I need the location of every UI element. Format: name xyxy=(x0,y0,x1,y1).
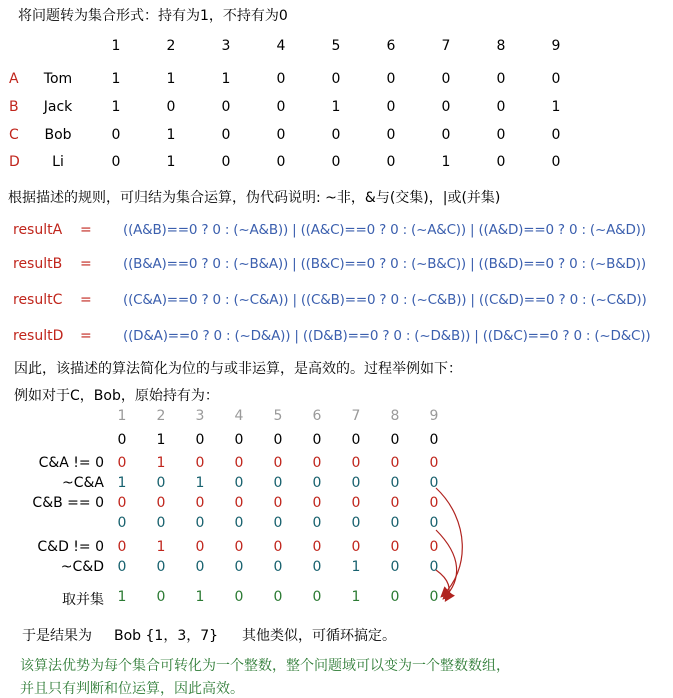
table-cell: 0 xyxy=(441,71,451,87)
example-cell: 0 xyxy=(390,432,400,448)
example-cell: 0 xyxy=(234,515,244,531)
result-equals: = xyxy=(80,292,92,308)
table-cell: 1 xyxy=(551,99,561,115)
conclusion-result: Bob {1，3，7} xyxy=(114,628,219,644)
result-expression: ((D&A)==0 ? 0 : (~D&A)) | ((D&B)==0 ? 0 : (~D&B)) | ((D&C)==0 ? 0 : (~D&C)) xyxy=(123,328,651,344)
table-cell: 0 xyxy=(221,99,231,115)
table-cell: 1 xyxy=(111,99,121,115)
example-cell: 1 xyxy=(156,455,166,471)
example-cell: 0 xyxy=(312,475,322,491)
table-cell: 1 xyxy=(166,71,176,87)
example-cell: 0 xyxy=(351,455,361,471)
result-label: resultC xyxy=(13,292,63,308)
example-cell: 0 xyxy=(390,515,400,531)
example-cell: 0 xyxy=(351,475,361,491)
table-cell: 0 xyxy=(551,127,561,143)
example-cell: 0 xyxy=(156,495,166,511)
example-cell: 0 xyxy=(234,559,244,575)
table-cell: 0 xyxy=(496,127,506,143)
rules-text: 根据描述的规则，可归结为集合运算，伪代码说明: ~非，&与(交集)，|或(并集) xyxy=(8,190,501,206)
example-column-header: 5 xyxy=(273,408,283,424)
example-cell: 1 xyxy=(117,589,127,605)
example-cell: 1 xyxy=(351,559,361,575)
table-cell: 0 xyxy=(496,99,506,115)
table-cell: 0 xyxy=(386,71,396,87)
table-cell: 0 xyxy=(386,127,396,143)
example-cell: 0 xyxy=(195,432,205,448)
table-cell: 0 xyxy=(441,127,451,143)
example-cell: 0 xyxy=(312,495,322,511)
row-letter: D xyxy=(9,154,20,170)
advantage-line-2: 并且只有判断和位运算，因此高效。 xyxy=(20,681,244,697)
example-cell: 0 xyxy=(195,539,205,555)
example-cell: 0 xyxy=(234,432,244,448)
example-cell: 0 xyxy=(351,515,361,531)
example-cell: 0 xyxy=(390,475,400,491)
example-column-header: 7 xyxy=(351,408,361,424)
example-column-header: 3 xyxy=(195,408,205,424)
column-header-cell: 4 xyxy=(276,38,286,54)
example-cell: 0 xyxy=(195,559,205,575)
table-cell: 0 xyxy=(111,154,121,170)
example-cell: 1 xyxy=(195,589,205,605)
example-column-header: 2 xyxy=(156,408,166,424)
table-cell: 1 xyxy=(111,71,121,87)
table-cell: 0 xyxy=(441,99,451,115)
example-cell: 0 xyxy=(312,559,322,575)
column-header-cell: 7 xyxy=(441,38,451,54)
example-cell: 0 xyxy=(429,515,439,531)
example-cell: 0 xyxy=(117,539,127,555)
table-cell: 0 xyxy=(276,71,286,87)
example-cell: 0 xyxy=(390,559,400,575)
example-cell: 1 xyxy=(156,432,166,448)
conclusion-prefix: 于是结果为 xyxy=(22,628,92,644)
example-cell: 0 xyxy=(156,559,166,575)
example-column-header: 6 xyxy=(312,408,322,424)
example-row-label: C&B == 0 xyxy=(32,495,104,511)
conclusion-line xyxy=(22,625,396,645)
example-cell: 0 xyxy=(117,559,127,575)
example-cell: 1 xyxy=(351,589,361,605)
example-cell: 0 xyxy=(273,539,283,555)
example-cell: 0 xyxy=(312,432,322,448)
row-letter: A xyxy=(9,71,19,87)
table-cell: 1 xyxy=(166,154,176,170)
example-column-header: 4 xyxy=(234,408,244,424)
row-name: Tom xyxy=(43,71,73,87)
example-cell: 0 xyxy=(234,589,244,605)
result-equals: = xyxy=(80,328,92,344)
result-label: resultB xyxy=(13,256,63,272)
conclusion-suffix: 其他类似，可循环搞定。 xyxy=(242,628,397,644)
table-cell: 0 xyxy=(551,71,561,87)
intro-text: 将问题转为集合形式：持有为1，不持有为0 xyxy=(18,8,288,24)
table-cell: 0 xyxy=(331,127,341,143)
example-cell: 0 xyxy=(273,432,283,448)
example-cell: 0 xyxy=(429,495,439,511)
example-cell: 0 xyxy=(390,455,400,471)
example-cell: 0 xyxy=(273,475,283,491)
table-cell: 0 xyxy=(276,99,286,115)
example-column-header: 9 xyxy=(429,408,439,424)
example-cell: 0 xyxy=(273,559,283,575)
row-letter: B xyxy=(9,99,19,115)
table-cell: 0 xyxy=(551,154,561,170)
example-cell: 1 xyxy=(156,539,166,555)
example-row-label: C&A != 0 xyxy=(38,455,104,471)
result-equals: = xyxy=(80,222,92,238)
table-cell: 0 xyxy=(331,154,341,170)
example-row-label: ~C&A xyxy=(62,475,104,491)
example-cell: 0 xyxy=(312,539,322,555)
example-cell: 0 xyxy=(351,495,361,511)
row-name: Bob xyxy=(44,127,72,143)
table-cell: 1 xyxy=(331,99,341,115)
example-cell: 0 xyxy=(429,455,439,471)
example-cell: 0 xyxy=(429,432,439,448)
example-cell: 0 xyxy=(195,495,205,511)
table-cell: 1 xyxy=(441,154,451,170)
column-header-cell: 9 xyxy=(551,38,561,54)
example-cell: 0 xyxy=(273,515,283,531)
example-cell: 0 xyxy=(351,432,361,448)
example-cell: 0 xyxy=(117,515,127,531)
example-row-label: 取并集 xyxy=(62,592,104,608)
example-text: 例如对于C，Bob，原始持有为： xyxy=(14,388,219,404)
table-cell: 1 xyxy=(221,71,231,87)
row-name: Li xyxy=(52,154,64,170)
example-row-label: C&D != 0 xyxy=(37,539,104,555)
example-cell: 1 xyxy=(195,475,205,491)
column-header-cell: 5 xyxy=(331,38,341,54)
example-cell: 0 xyxy=(195,455,205,471)
table-cell: 0 xyxy=(496,71,506,87)
result-equals: = xyxy=(80,256,92,272)
table-cell: 0 xyxy=(386,99,396,115)
column-header-cell: 3 xyxy=(221,38,231,54)
table-cell: 0 xyxy=(386,154,396,170)
example-cell: 0 xyxy=(156,589,166,605)
example-cell: 0 xyxy=(312,515,322,531)
example-cell: 0 xyxy=(195,515,205,531)
example-cell: 0 xyxy=(312,589,322,605)
table-cell: 0 xyxy=(276,127,286,143)
example-cell: 0 xyxy=(273,589,283,605)
example-cell: 0 xyxy=(429,475,439,491)
table-cell: 0 xyxy=(331,71,341,87)
example-cell: 1 xyxy=(117,475,127,491)
example-cell: 0 xyxy=(312,455,322,471)
table-cell: 0 xyxy=(221,127,231,143)
advantage-line-1: 该算法优势为每个集合可转化为一个整数，整个问题域可以变为一个整数数组， xyxy=(20,658,510,674)
column-header-cell: 2 xyxy=(166,38,176,54)
table-cell: 0 xyxy=(496,154,506,170)
table-cell: 1 xyxy=(166,127,176,143)
example-cell: 0 xyxy=(273,495,283,511)
example-cell: 0 xyxy=(390,495,400,511)
simplify-text: 因此，该描述的算法简化为位的与或非运算，是高效的。过程举例如下： xyxy=(14,361,462,377)
example-cell: 0 xyxy=(234,495,244,511)
column-header-cell: 1 xyxy=(111,38,121,54)
example-cell: 0 xyxy=(156,475,166,491)
row-name: Jack xyxy=(43,99,73,115)
example-column-header: 1 xyxy=(117,408,127,424)
column-header-cell: 8 xyxy=(496,38,506,54)
example-cell: 0 xyxy=(117,432,127,448)
table-cell: 0 xyxy=(276,154,286,170)
example-cell: 0 xyxy=(429,559,439,575)
example-cell: 0 xyxy=(429,589,439,605)
example-cell: 0 xyxy=(234,455,244,471)
row-letter: C xyxy=(9,127,19,143)
example-column-header: 8 xyxy=(390,408,400,424)
example-cell: 0 xyxy=(117,495,127,511)
example-cell: 0 xyxy=(390,589,400,605)
table-cell: 0 xyxy=(111,127,121,143)
result-expression: ((C&A)==0 ? 0 : (~C&A)) | ((C&B)==0 ? 0 : (~C&B)) | ((C&D)==0 ? 0 : (~C&D)) xyxy=(123,292,647,308)
example-cell: 0 xyxy=(234,475,244,491)
example-cell: 0 xyxy=(351,539,361,555)
column-header-cell: 6 xyxy=(386,38,396,54)
example-cell: 0 xyxy=(156,515,166,531)
table-cell: 0 xyxy=(221,154,231,170)
example-cell: 0 xyxy=(390,539,400,555)
example-cell: 0 xyxy=(429,539,439,555)
result-expression: ((A&B)==0 ? 0 : (~A&B)) | ((A&C)==0 ? 0 : (~A&C)) | ((A&D)==0 ? 0 : (~A&D)) xyxy=(123,222,646,238)
result-label: resultD xyxy=(13,328,64,344)
result-label: resultA xyxy=(13,222,63,238)
example-cell: 0 xyxy=(273,455,283,471)
example-row-label: ~C&D xyxy=(60,559,104,575)
example-cell: 0 xyxy=(117,455,127,471)
table-cell: 0 xyxy=(166,99,176,115)
result-expression: ((B&A)==0 ? 0 : (~B&A)) | ((B&C)==0 ? 0 : (~B&C)) | ((B&D)==0 ? 0 : (~B&D)) xyxy=(123,256,646,272)
example-cell: 0 xyxy=(234,539,244,555)
